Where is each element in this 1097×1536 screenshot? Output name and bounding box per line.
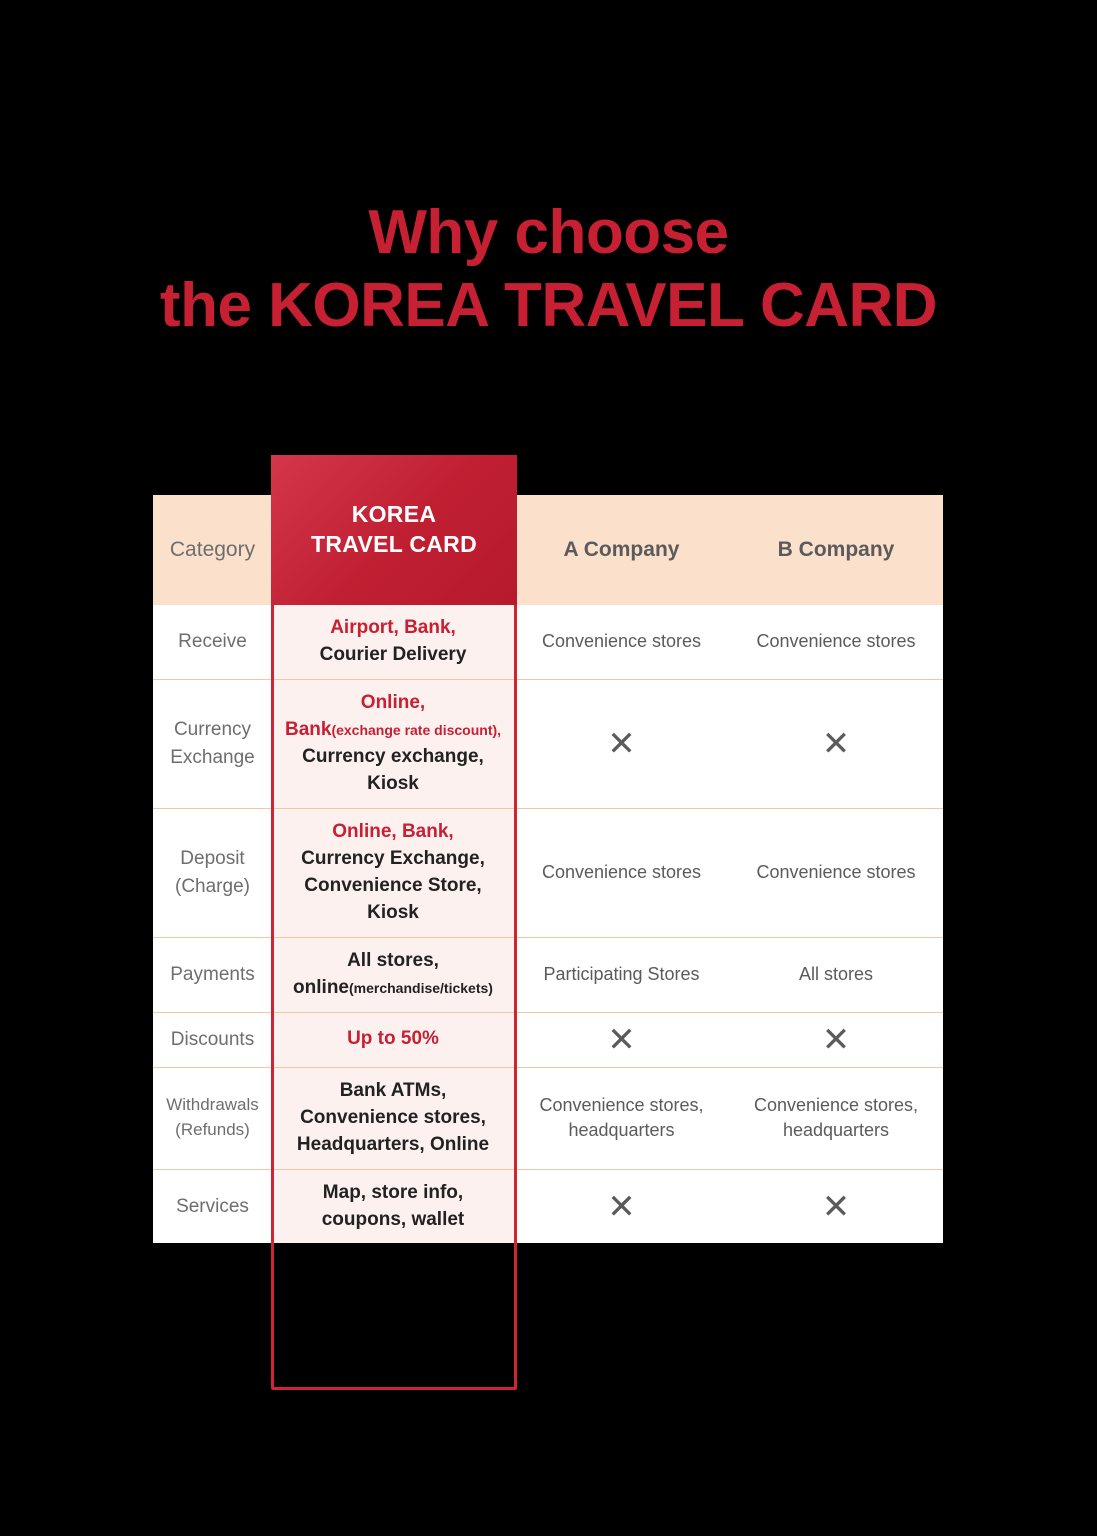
row-category-discounts: Discounts xyxy=(153,1012,272,1067)
table-row xyxy=(153,1067,943,1169)
comparison-table-container xyxy=(153,495,943,1243)
cell-company-b-withdrawals xyxy=(729,1067,943,1169)
category-line-2: (Refunds) xyxy=(175,1120,250,1140)
category-line-1: Deposit xyxy=(180,848,245,870)
x-icon: ✕ xyxy=(821,1020,851,1059)
korea-discounts-highlight: Up to 50% xyxy=(347,1028,439,1050)
row-category-services: Services xyxy=(153,1169,272,1243)
header-company-a: A Company xyxy=(514,495,729,605)
table-row xyxy=(153,1169,943,1243)
korea-deposit-highlight: Online, Bank, xyxy=(332,820,454,842)
korea-services-rest: Map, store info, xyxy=(322,1181,464,1203)
x-icon: ✕ xyxy=(607,1020,636,1059)
korea-withdrawals-rest-3: Headquarters, Online xyxy=(296,1133,490,1155)
category-line-2: (Charge) xyxy=(175,875,250,897)
korea-deposit-rest-3: Kiosk xyxy=(367,901,419,923)
korea-header-line-2: TRAVEL CARD xyxy=(310,531,477,557)
cell-company-b-services xyxy=(729,1169,943,1243)
cell-company-a-deposit: Convenience stores xyxy=(514,808,729,937)
korea-withdrawals-rest-2: Convenience stores, xyxy=(300,1106,486,1128)
cell-company-b-discounts xyxy=(729,1012,943,1067)
category-line-1: Withdrawals xyxy=(166,1095,259,1115)
cell-company-a-discounts xyxy=(514,1012,729,1067)
cell-company-b-receive: Convenience stores xyxy=(729,605,943,679)
korea-withdrawals-rest: Bank ATMs, xyxy=(339,1079,447,1101)
korea-receive-highlight: Airport, Bank, xyxy=(330,617,456,638)
header-company-b: B Company xyxy=(729,495,943,605)
table-row xyxy=(153,679,943,808)
cell-company-a-payments: Participating Stores xyxy=(514,937,729,1012)
comparison-table xyxy=(153,495,943,1243)
korea-services-rest-2: coupons, wallet xyxy=(321,1208,465,1230)
cell-korea-services xyxy=(272,1169,514,1243)
company-a-line-1: Convenience stores, xyxy=(539,1094,704,1115)
korea-header-line-1: KOREA xyxy=(351,501,437,528)
company-a-line-2: headquarters xyxy=(568,1120,675,1141)
row-category-payments: Payments xyxy=(153,937,272,1012)
cell-korea-discounts xyxy=(272,1012,514,1067)
korea-ce-note: (exchange rate discount), xyxy=(331,721,502,738)
korea-deposit-rest: Currency Exchange, xyxy=(301,847,485,869)
korea-ce-bank-line xyxy=(284,717,502,744)
korea-payments-rest: All stores, xyxy=(347,949,439,971)
korea-ce-highlight-2: Bank xyxy=(284,718,332,740)
cell-korea-payments xyxy=(272,937,514,1012)
title-line-2: the KOREA TRAVEL CARD xyxy=(159,271,938,341)
korea-payments-note: (merchandise/tickets) xyxy=(349,979,493,996)
cell-korea-currency-exchange xyxy=(272,679,514,808)
cell-company-a-currency-exchange xyxy=(514,679,729,808)
cell-korea-withdrawals xyxy=(272,1067,514,1169)
cell-company-b-payments: All stores xyxy=(729,937,943,1012)
korea-ce-rest: Currency exchange, xyxy=(302,745,484,767)
table-row xyxy=(153,1012,943,1067)
korea-ce-highlight: Online, xyxy=(360,691,426,713)
cell-company-a-withdrawals xyxy=(514,1067,729,1169)
korea-ce-rest-2: Kiosk xyxy=(367,772,419,794)
category-line-1: Currency xyxy=(173,719,252,741)
company-b-line-1: Convenience stores, xyxy=(753,1094,919,1115)
x-icon: ✕ xyxy=(607,724,636,763)
x-icon: ✕ xyxy=(607,1187,636,1226)
korea-column-header xyxy=(271,455,517,605)
row-category-withdrawals xyxy=(153,1067,272,1169)
header-category: Category xyxy=(153,495,272,605)
cell-company-a-services xyxy=(514,1169,729,1243)
cell-company-b-deposit: Convenience stores xyxy=(729,808,943,937)
row-category-currency-exchange xyxy=(153,679,272,808)
x-icon: ✕ xyxy=(821,1187,851,1226)
cell-company-b-currency-exchange xyxy=(729,679,943,808)
table-row xyxy=(153,937,943,1012)
cell-company-a-receive: Convenience stores xyxy=(514,605,729,679)
row-category-deposit xyxy=(153,808,272,937)
cell-korea-deposit xyxy=(272,808,514,937)
korea-receive-rest: Courier Delivery xyxy=(319,643,467,665)
row-category-receive: Receive xyxy=(153,605,272,679)
company-b-line-2: headquarters xyxy=(782,1120,890,1141)
page-title xyxy=(0,196,1097,342)
korea-deposit-rest-2: Convenience Store, xyxy=(304,874,482,896)
x-icon: ✕ xyxy=(821,724,851,763)
cell-korea-receive xyxy=(272,605,514,679)
table-row xyxy=(153,605,943,679)
title-line-1: Why choose xyxy=(368,198,729,267)
korea-payments-rest-2: online xyxy=(293,976,349,998)
korea-payments-online-line xyxy=(284,975,502,1002)
table-row xyxy=(153,808,943,937)
category-line-2: Exchange xyxy=(170,746,255,768)
